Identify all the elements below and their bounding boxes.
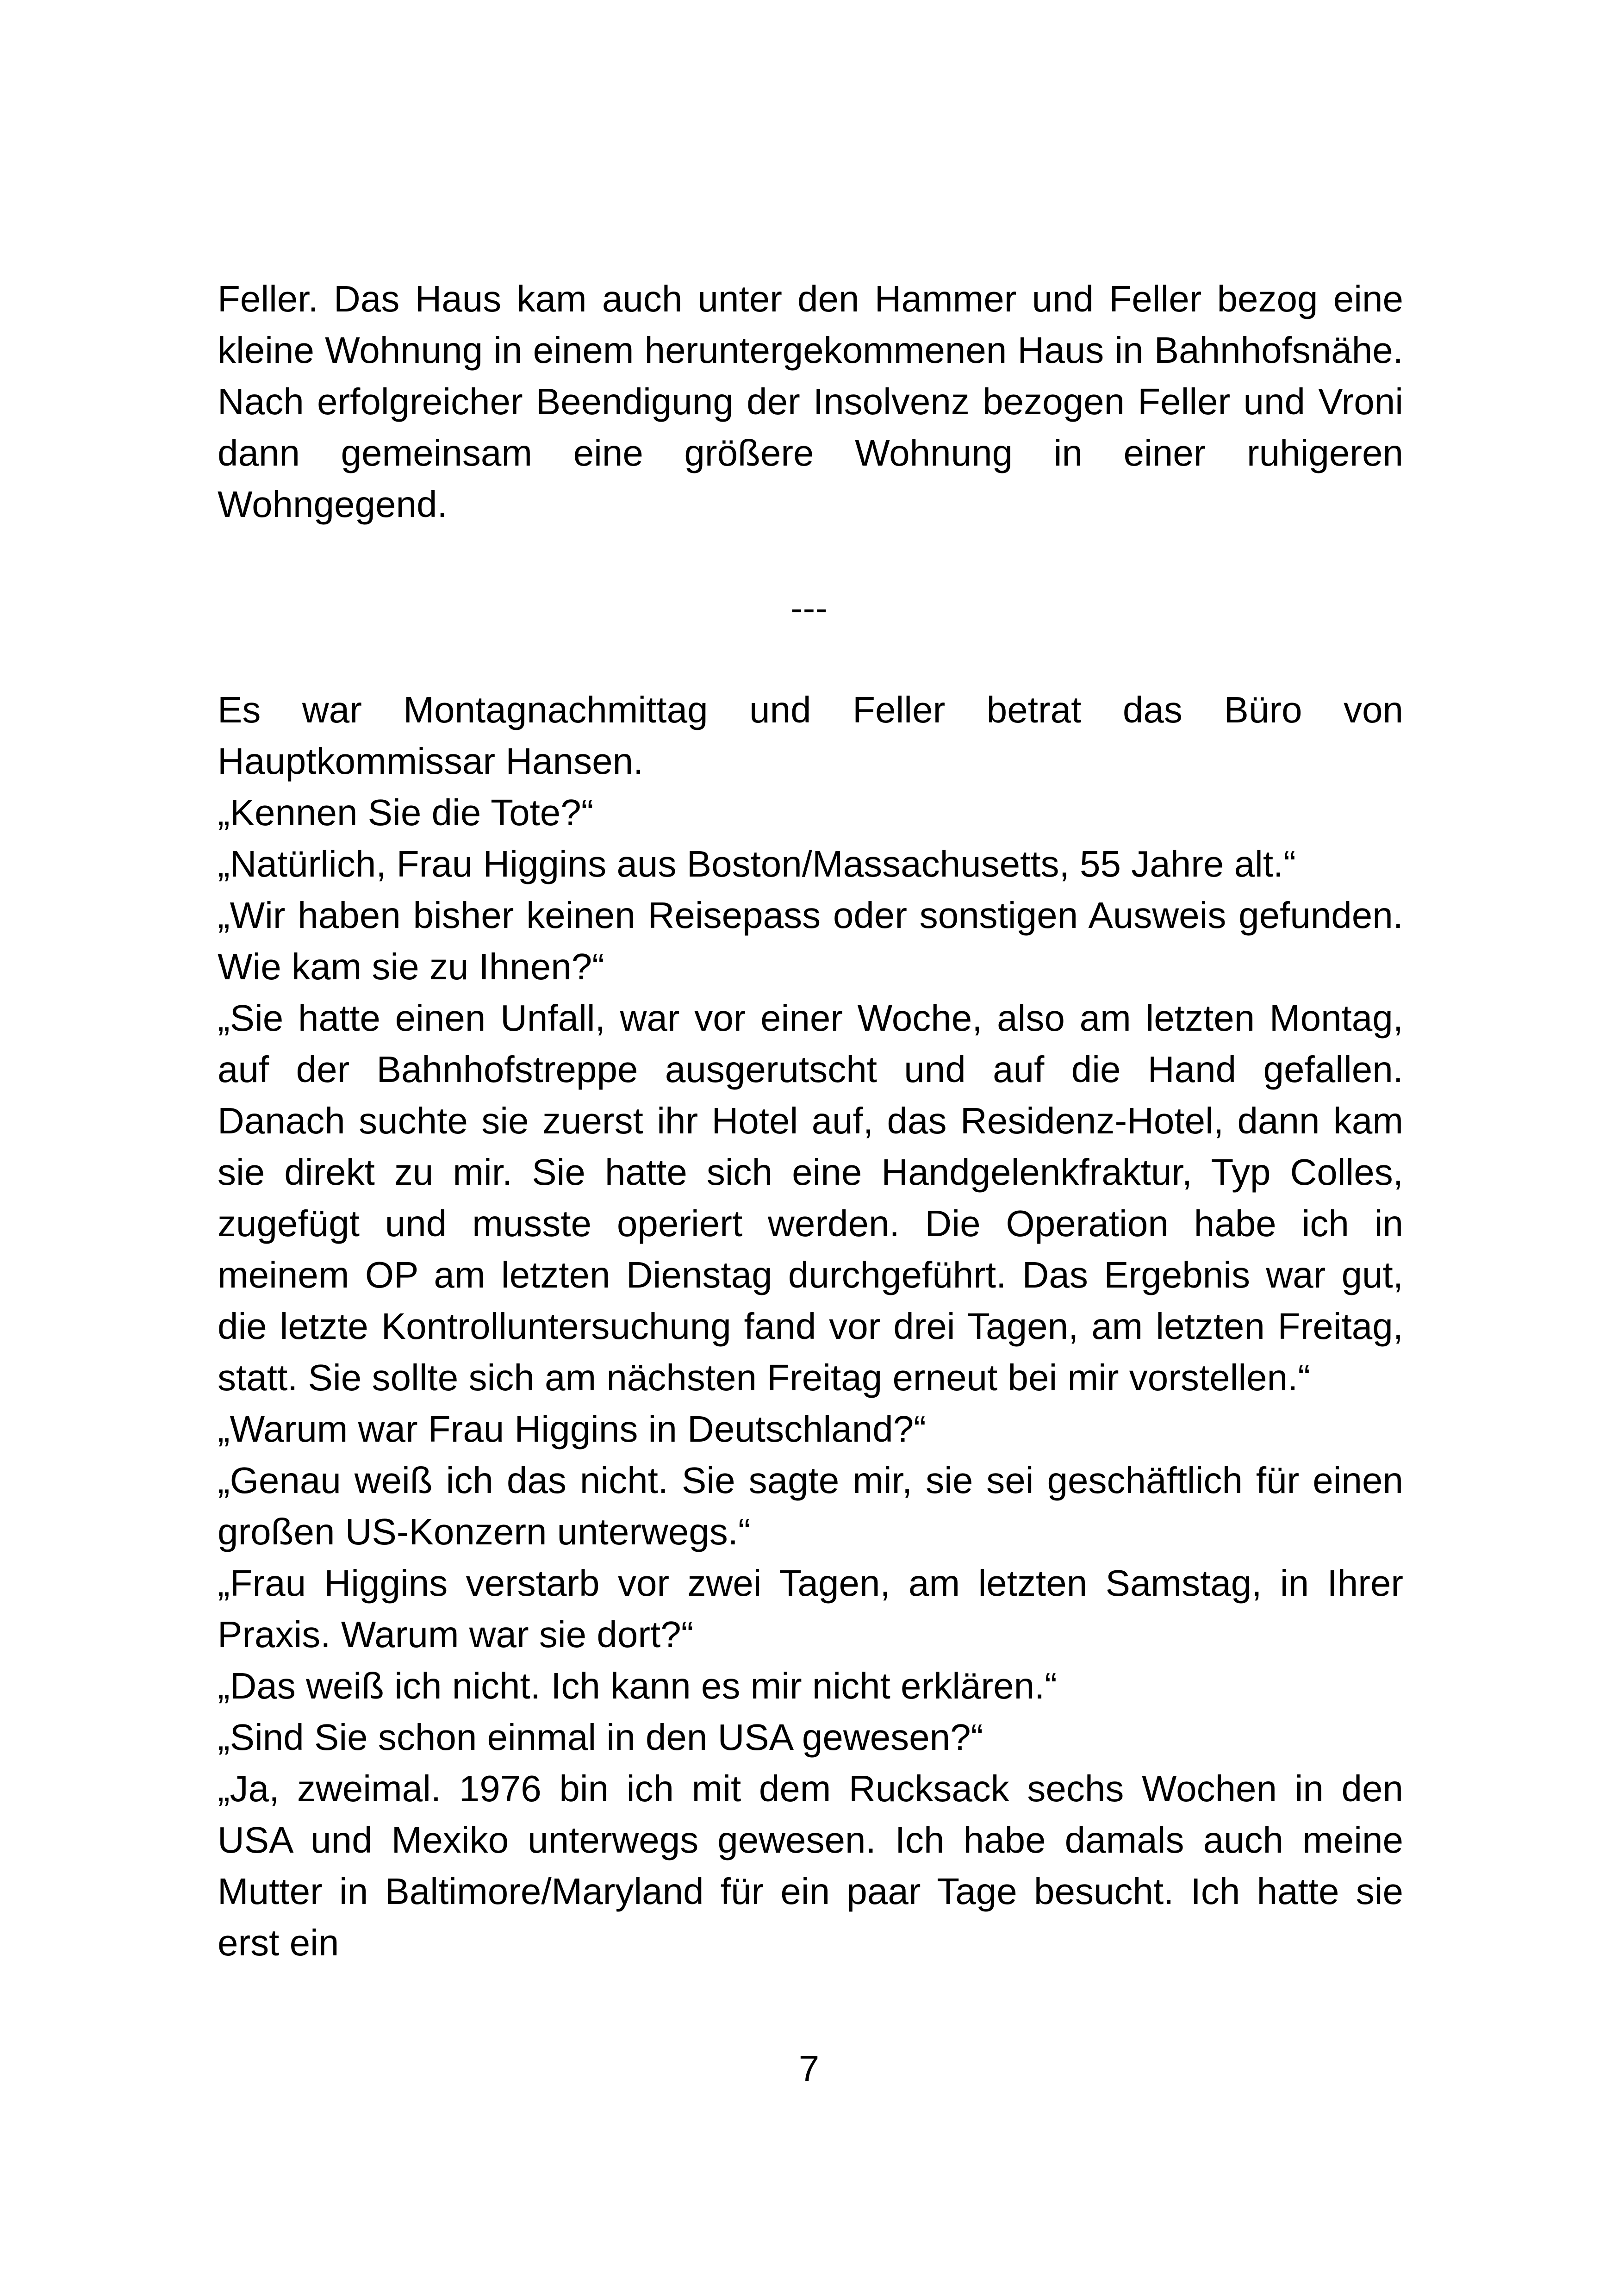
section-separator: --- — [790, 587, 828, 628]
opening-paragraph: Feller. Das Haus kam auch unter den Hammer und Feller bezog eine kleine Wohnung in einem heruntergekommenen Haus in Bahnhofsnähe. Nach erfolgreicher Beendigung der Insolvenz bezogen Feller und Vroni dann gemeinsam eine größere Wohnung in einer ruhigeren Wohngegend. — [218, 278, 1403, 525]
opening-paragraph-block — [218, 273, 1403, 530]
page-number: 7 — [798, 2048, 820, 2089]
paragraph-nicht-erklaeren: „Das weiß ich nicht. Ich kann es mir nicht erklären.“ — [218, 1665, 1057, 1706]
paragraph-warum-deutschland: „Warum war Frau Higgins in Deutschland?“ — [218, 1408, 926, 1450]
paragraph-kennen-sie-die-tote: „Kennen Sie die Tote?“ — [218, 792, 594, 833]
paragraph-usa-gewesen: „Sind Sie schon einmal in den USA gewesen?“ — [218, 1717, 983, 1758]
paragraph-zweimal-usa: „Ja, zweimal. 1976 bin ich mit dem Rucksack sechs Wochen in den USA und Mexiko unterwegs gewesen. Ich habe damals auch meine Mutter in Baltimore/Maryland für ein paar Tage besucht. Ich hatte sie erst ein — [218, 1768, 1403, 1963]
paragraph-frau-higgins-boston: „Natürlich, Frau Higgins aus Boston/Massachusetts, 55 Jahre alt.“ — [218, 843, 1296, 884]
paragraph-montagnachmittag: Es war Montagnachmittag und Feller betrat das Büro von Hauptkommissar Hansen. — [218, 689, 1403, 782]
paragraph-unfall-bericht: „Sie hatte einen Unfall, war vor einer Woche, also am letzten Montag, auf der Bahnhofstreppe ausgerutscht und auf die Hand gefallen. Danach suchte sie zuerst ihr Hotel auf, das Residenz-Hotel, dann kam sie direkt zu mir. Sie hatte sich eine Handgelenkfraktur, Typ Colles, zugefügt und musste operiert werden. Die Operation habe ich in meinem OP am letzten Dienstag durchgeführt. Das Ergebnis war gut, die letzte Kontrolluntersuchung fand vor drei Tagen, am letzten Freitag, statt. Sie sollte sich am nächsten Freitag erneut bei mir vorstellen.“ — [218, 997, 1403, 1398]
paragraph-verstarb-praxis: „Frau Higgins verstarb vor zwei Tagen, am letzten Samstag, in Ihrer Praxis. Warum war sie dort?“ — [218, 1562, 1403, 1655]
paragraph-kein-reisepass: „Wir haben bisher keinen Reisepass oder sonstigen Ausweis gefunden. Wie kam sie zu Ihnen?“ — [218, 895, 1403, 987]
paragraph-us-konzern: „Genau weiß ich das nicht. Sie sagte mir, sie sei geschäftlich für einen großen US-Konzern unterwegs.“ — [218, 1460, 1403, 1552]
dialogue-block — [218, 684, 1403, 1968]
